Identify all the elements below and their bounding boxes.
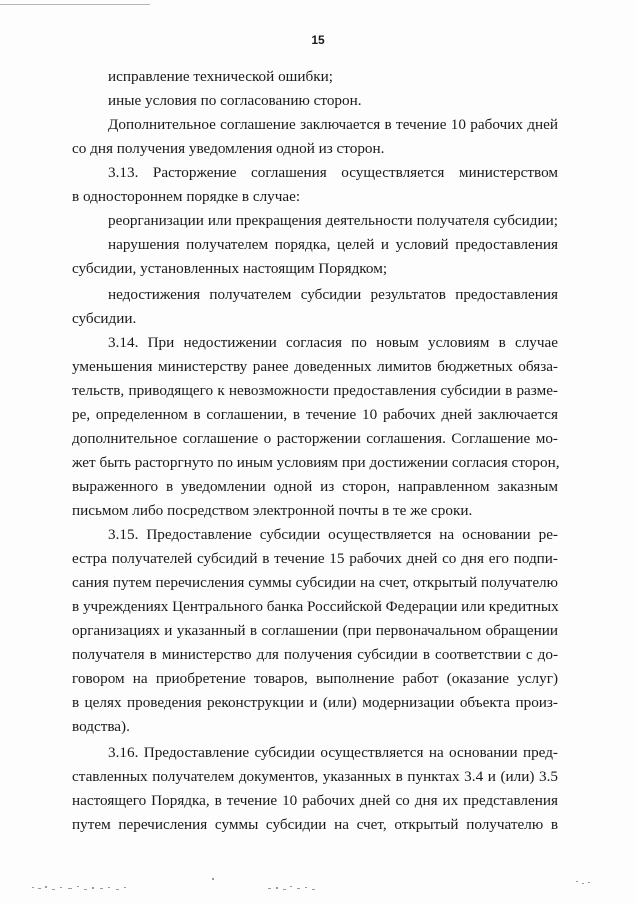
text-line: 3.14. При недостижении согласия по новым условиям в случае [108,334,558,351]
text-line: со дня получения уведомления одной из сторон. [72,140,385,157]
text-line: Дополнительное соглашение заключается в течение 10 рабочих дней [108,116,558,133]
text-line: водства). [72,718,130,735]
scan-noise [0,878,636,898]
text-line: дополнительное соглашение о расторжении соглашения. Соглашение мо- [72,430,558,447]
text-line: получателя в министерство для получения субсидии в соответствии с до- [72,646,558,663]
text-line: в учреждениях Центрального банка Российской Федерации или кредитных [72,598,559,615]
text-line: путем перечисления суммы субсидии на счет, открытый получателю в [72,816,558,833]
text-line: выраженного в уведомлении одной из сторон, направленном заказным [72,478,558,495]
text-line: реорганизации или прекращения деятельности получателя субсидии; [108,212,558,229]
text-line: 3.15. Предоставление субсидии осуществляется на основании ре- [108,526,558,543]
text-line: тельств, приводящего к невозможности предоставления субсидии в разме- [72,382,558,399]
text-line: сания путем перечисления суммы субсидии на счет, открытый получателю [72,574,558,591]
text-line: в одностороннем порядке в случае: [72,188,301,205]
top-rule [0,4,150,5]
text-line: ставленных получателем документов, указанных в пунктах 3.4 и (или) 3.5 [72,768,558,785]
text-line: 3.13. Расторжение соглашения осуществляется министерством [108,164,558,181]
text-line: естра получателей субсидий в течение 15 рабочих дней со дня его подпи- [72,550,558,567]
text-line: недостижения получателем субсидии результатов предоставления [108,286,558,303]
text-line: субсидии, установленных настоящим Порядком; [72,260,388,277]
text-line: говором на приобретение товаров, выполнение работ (оказание услуг) [72,670,558,687]
text-line: нарушения получателем порядка, целей и условий предоставления [108,236,558,253]
text-line: иные условия по согласованию сторон. [108,92,362,109]
page-number: 15 [311,33,325,47]
text-line: жет быть расторгнуто по иным условиям при достижении согласия сторон, [72,454,560,471]
text-line: ре, определенном в соглашении, в течение 10 рабочих дней заключается [72,406,558,423]
text-line: уменьшения министерству ранее доведенных лимитов бюджетных обяза- [72,358,558,375]
text-line: в целях проведения реконструкции и (или) модернизации объекта произ- [72,694,558,711]
text-line: субсидии. [72,310,137,327]
text-line: письмом либо посредством электронной почты в те же сроки. [72,502,473,519]
text-line: исправление технической ошибки; [108,68,333,85]
text-line: организациях и указанный в соглашении (при первоначальном обращении [72,622,558,639]
text-line: 3.16. Предоставление субсидии осуществляется на основании пред- [108,744,558,761]
text-line: настоящего Порядка, в течение 10 рабочих дней со дня их представления [72,792,558,809]
